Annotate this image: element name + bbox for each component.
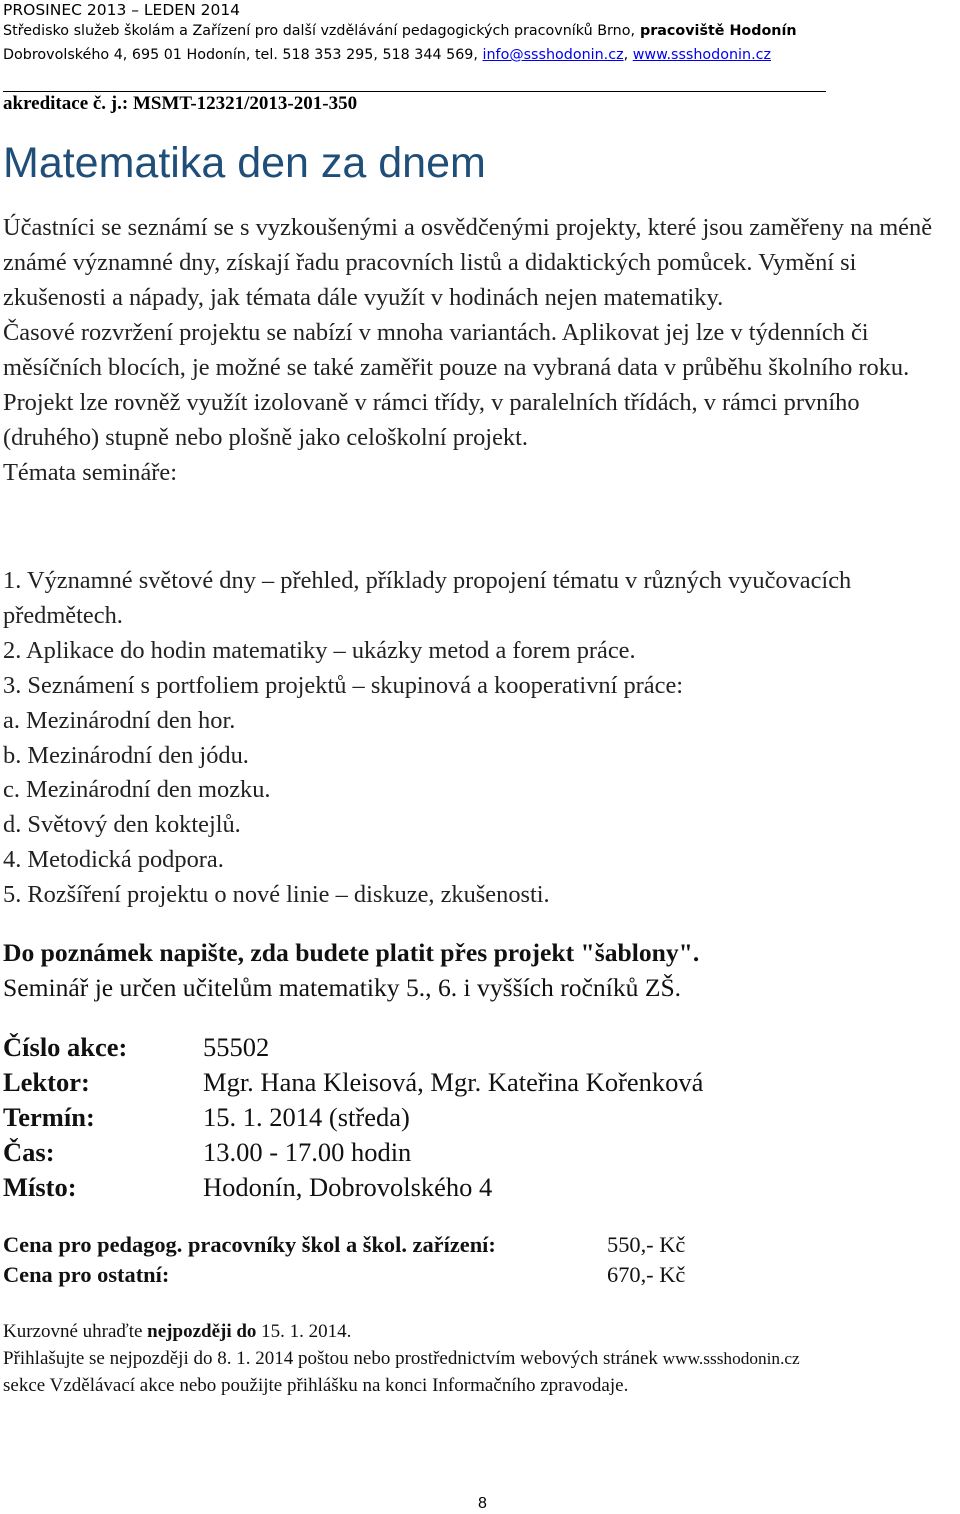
detail-label-text: Lektor: [3,1067,90,1097]
detail-label-text: Termín: [3,1102,95,1132]
header-divider [3,91,826,92]
header-organization-name: Středisko služeb školám a Zařízení pro další vzdělávání pedagogických pracovníků Brno, [3,23,636,39]
registration-info [3,1318,800,1399]
detail-label [3,1170,77,1205]
topic-item: c. Mezinárodní den mozku. [3,776,271,804]
header-organization [3,24,797,38]
price-label: Cena pro ostatní: [3,1262,170,1287]
header-web-link[interactable]: www.ssshodonin.cz [632,47,771,63]
registration-section: sekce Vzdělávací akce nebo použijte přihlášku na konci Informačního zpravodaje. [3,1375,629,1396]
price-value: 670,- Kč [607,1262,686,1287]
registration-deadline [3,1345,800,1372]
target-audience: Seminář je určen učitelům matematiky 5., 6. i vyšších ročníků ZŠ. [3,973,682,1002]
topic-item: a. Mezinárodní den hor. [3,706,236,734]
detail-label [3,1030,127,1065]
payment-deadline [3,1318,800,1345]
header-branch: pracoviště Hodonín [635,23,797,39]
detail-value: 15. 1. 2014 (středa) [203,1102,410,1132]
header-address: Dobrovolského 4, 695 01 Hodonín, tel. 518 353 295, 518 344 569, [3,47,483,63]
payment-deadline-date: 15. 1. 2014. [256,1321,352,1342]
price-label: Cena pro pedagog. pracovníky škol a škol. zařízení: [3,1232,496,1257]
description-paragraph: Účastníci se seznámí se s vyzkoušenými a osvědčenými projekty, které jsou zaměřeny na méně známé významné dny, získají řadu pracovních listů a didaktických pomůcek. Vymění si zkušenosti a nápady, jak témata dále využít v hodinách nejen matematiky. [3,214,933,311]
topic-item: b. Mezinárodní den jódu. [3,741,249,769]
detail-value: 13.00 - 17.00 hodin [203,1137,412,1167]
header-email-link[interactable]: info@ssshodonin.cz [482,47,624,63]
detail-value: Hodonín, Dobrovolského 4 [203,1172,493,1202]
payment-note: Do poznámek napište, zda budete platit přes projekt "šablony". [3,938,700,967]
topic-item: 5. Rozšíření projektu o nové linie – diskuze, zkušenosti. [3,881,550,909]
notes-section [3,935,699,1005]
detail-label-text: Číslo akce: [3,1032,128,1062]
detail-label [3,1135,55,1170]
topic-item: 2. Aplikace do hodin matematiky – ukázky metod a forem práce. [3,636,636,664]
header-period: PROSINEC 2013 – LEDEN 2014 [3,1,241,19]
page-number: 8 [478,1495,487,1512]
topics-list [3,564,958,913]
detail-label [3,1100,95,1135]
payment-deadline-emphasis: nejpozději do [147,1321,257,1342]
registration-deadline-text: Přihlašujte se nejpozději do 8. 1. 2014 poštou nebo prostřednictvím webových stránek [3,1348,663,1369]
detail-value: 55502 [203,1032,270,1062]
detail-label-text: Místo: [3,1172,77,1202]
header-contact [3,48,771,62]
course-description [3,210,958,490]
detail-label-text: Čas: [3,1137,55,1167]
accreditation-number: akreditace č. j.: MSMT-12321/2013-201-350 [3,93,358,114]
payment-deadline-text: Kurzovné uhraďte [3,1321,148,1342]
topic-item: 1. Významné světové dny – přehled, příklady propojení tématu v různých vyučovacích předmětech. [3,567,852,629]
detail-value: Mgr. Hana Kleisová, Mgr. Kateřina Kořenková [203,1067,704,1097]
description-paragraph: Časové rozvržení projektu se nabízí v mnoha variantách. Aplikovat jej lze v týdenních či měsíčních blocích, je možné se také zaměřit pouze na vybraná data v průběhu školního roku. Projekt lze rovněž využít izolovaně v rámci třídy, v paralelních třídách, v rámci prvního (druhého) stupně nebo plošně jako celoškolní projekt. [3,319,910,451]
topics-heading: Témata semináře: [3,459,178,486]
header-separator: , [623,47,633,63]
registration-web-link[interactable]: www.ssshodonin.cz [662,1349,800,1368]
detail-label [3,1065,90,1100]
topic-item: 4. Metodická podpora. [3,846,224,874]
topic-item: 3. Seznámení s portfoliem projektů – skupinová a kooperativní práce: [3,671,684,699]
course-title: Matematika den za dnem [3,139,486,187]
topic-item: d. Světový den koktejlů. [3,811,241,839]
price-value: 550,- Kč [607,1232,686,1257]
